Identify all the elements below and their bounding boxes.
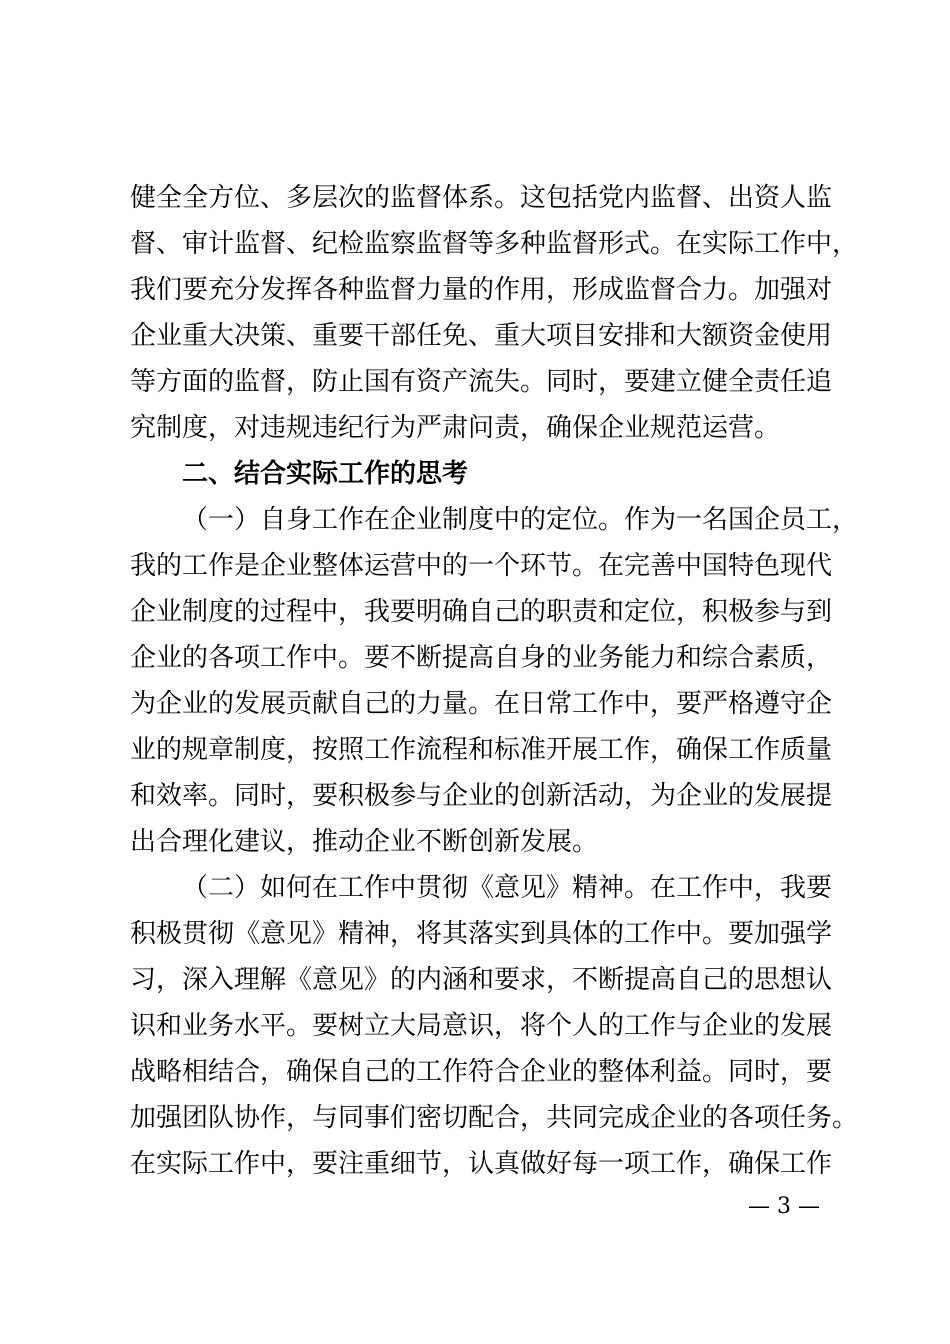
body-text-line: 在实际工作中，要注重细节，认真做好每一项工作，确保工作 xyxy=(130,1149,833,1179)
subsection-paragraph-first-line: （一）自身工作在企业制度中的定位。作为一名国企员工， xyxy=(182,505,859,535)
body-text-line: 为企业的发展贡献自己的力量。在日常工作中，要严格遵守企 xyxy=(130,689,833,719)
body-text-line: 企业重大决策、重要干部任免、重大项目安排和大额资金使用 xyxy=(130,321,833,351)
body-text-line: 企业制度的过程中，我要明确自己的职责和定位，积极参与到 xyxy=(130,597,833,627)
body-text-line: 业的规章制度，按照工作流程和标准开展工作，确保工作质量 xyxy=(130,735,833,765)
body-text-line: 出合理化建议，推动企业不断创新发展。 xyxy=(130,827,599,857)
page-number: — 3 — xyxy=(748,1194,820,1219)
body-text-line: 识和业务水平。要树立大局意识，将个人的工作与企业的发展 xyxy=(130,1011,833,1041)
subsection-paragraph-first-line: （二）如何在工作中贯彻《意见》精神。在工作中，我要 xyxy=(182,873,833,903)
body-text-line: 战略相结合，确保自己的工作符合企业的整体利益。同时，要 xyxy=(130,1057,833,1087)
section-heading: 二、结合实际工作的思考 xyxy=(182,459,469,489)
body-text-line: 督、审计监督、纪检监察监督等多种监督形式。在实际工作中， xyxy=(130,229,859,259)
body-text-line: 健全全方位、多层次的监督体系。这包括党内监督、出资人监 xyxy=(130,183,833,213)
body-text-line: 习，深入理解《意见》的内涵和要求，不断提高自己的思想认 xyxy=(130,965,833,995)
body-text-line: 我们要充分发挥各种监督力量的作用，形成监督合力。加强对 xyxy=(130,275,833,305)
body-text-line: 究制度，对违规违纪行为严肃问责，确保企业规范运营。 xyxy=(130,413,781,443)
body-text-line: 积极贯彻《意见》精神，将其落实到具体的工作中。要加强学 xyxy=(130,919,833,949)
body-text-line: 加强团队协作，与同事们密切配合，共同完成企业的各项任务。 xyxy=(130,1103,859,1133)
body-text-line: 我的工作是企业整体运营中的一个环节。在完善中国特色现代 xyxy=(130,551,833,581)
body-text-line: 等方面的监督，防止国有资产流失。同时，要建立健全责任追 xyxy=(130,367,833,397)
body-text-line: 和效率。同时，要积极参与企业的创新活动，为企业的发展提 xyxy=(130,781,833,811)
body-text-line: 企业的各项工作中。要不断提高自身的业务能力和综合素质， xyxy=(130,643,833,673)
